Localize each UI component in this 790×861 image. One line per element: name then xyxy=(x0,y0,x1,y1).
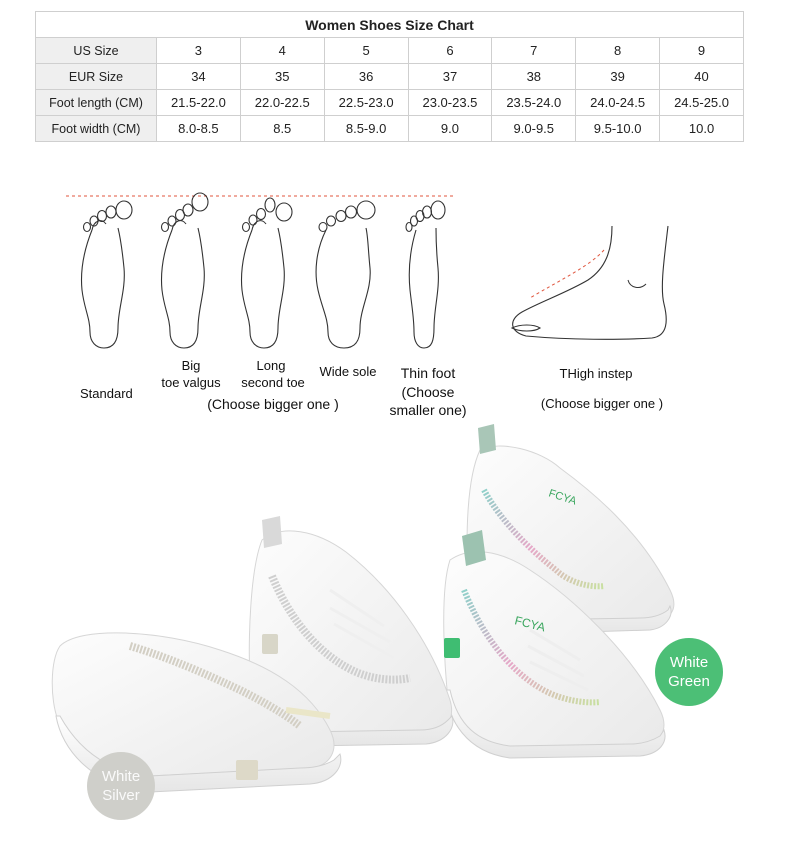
size-chart-title: Women Shoes Size Chart xyxy=(36,12,744,38)
table-row xyxy=(36,90,744,116)
size-chart-title-row xyxy=(36,12,744,38)
table-cell: 5 xyxy=(324,38,408,64)
high-instep-foot-icon xyxy=(512,226,668,339)
table-cell: 24.5-25.0 xyxy=(660,90,744,116)
table-cell: 34 xyxy=(157,64,241,90)
table-cell: 8.5 xyxy=(240,116,324,142)
table-cell: 37 xyxy=(408,64,492,90)
table-cell: 10.0 xyxy=(660,116,744,142)
badge-silver-line2: Silver xyxy=(102,787,140,804)
standard-foot-icon xyxy=(81,201,132,348)
badge-green-line1: White xyxy=(669,654,709,671)
table-cell: 6 xyxy=(408,38,492,64)
table-cell: 23.5-24.0 xyxy=(492,90,576,116)
badge-silver-line1: White xyxy=(101,768,141,785)
table-row xyxy=(36,116,744,142)
color-badge-white-green xyxy=(655,638,723,706)
foot-types-illustration xyxy=(0,180,790,350)
table-cell: 21.5-22.0 xyxy=(157,90,241,116)
row-label-us: US Size xyxy=(36,38,157,64)
big-toe-valgus-foot-icon xyxy=(161,193,208,348)
table-cell: 24.0-24.5 xyxy=(576,90,660,116)
label-thin-foot-1: Thin foot xyxy=(400,365,456,381)
table-row xyxy=(36,38,744,64)
table-cell: 8.5-9.0 xyxy=(324,116,408,142)
table-cell: 9 xyxy=(660,38,744,64)
table-cell: 4 xyxy=(240,38,324,64)
label-long-toe-1: Long xyxy=(256,358,286,373)
row-label-foot-length: Foot length (CM) xyxy=(36,90,157,116)
table-cell: 36 xyxy=(324,64,408,90)
svg-text:FCYA: FCYA xyxy=(513,613,547,635)
badge-green-line2: Green xyxy=(668,673,710,690)
label-thin-foot-3: smaller one) xyxy=(389,402,467,418)
label-wide-sole: Wide sole xyxy=(319,364,377,379)
svg-text:FCYA: FCYA xyxy=(547,487,578,508)
label-big-toe-2: toe valgus xyxy=(161,375,221,390)
row-label-eur: EUR Size xyxy=(36,64,157,90)
color-badge-white-silver xyxy=(87,752,155,820)
wide-sole-foot-icon xyxy=(316,201,375,348)
table-cell: 8.0-8.5 xyxy=(157,116,241,142)
row-label-foot-width: Foot width (CM) xyxy=(36,116,157,142)
long-second-toe-foot-icon xyxy=(241,198,292,348)
label-long-toe-2: second toe xyxy=(241,375,305,390)
table-row xyxy=(36,64,744,90)
table-cell: 40 xyxy=(660,64,744,90)
label-thin-foot-2: (Choose xyxy=(401,384,455,400)
table-cell: 3 xyxy=(157,38,241,64)
table-cell: 35 xyxy=(240,64,324,90)
table-cell: 9.5-10.0 xyxy=(576,116,660,142)
label-choose-bigger-2: (Choose bigger one ) xyxy=(540,396,664,411)
label-high-instep: THigh instep xyxy=(559,366,633,381)
table-cell: 9.0 xyxy=(408,116,492,142)
label-big-toe-1: Big xyxy=(181,358,201,373)
table-cell: 39 xyxy=(576,64,660,90)
thin-foot-icon xyxy=(406,201,445,348)
table-cell: 22.0-22.5 xyxy=(240,90,324,116)
table-cell: 8 xyxy=(576,38,660,64)
table-cell: 38 xyxy=(492,64,576,90)
table-cell: 22.5-23.0 xyxy=(324,90,408,116)
table-cell: 23.0-23.5 xyxy=(408,90,492,116)
size-chart-table xyxy=(35,11,744,142)
table-cell: 7 xyxy=(492,38,576,64)
label-choose-bigger-1: (Choose bigger one ) xyxy=(207,396,339,412)
table-cell: 9.0-9.5 xyxy=(492,116,576,142)
label-standard: Standard xyxy=(80,386,133,401)
